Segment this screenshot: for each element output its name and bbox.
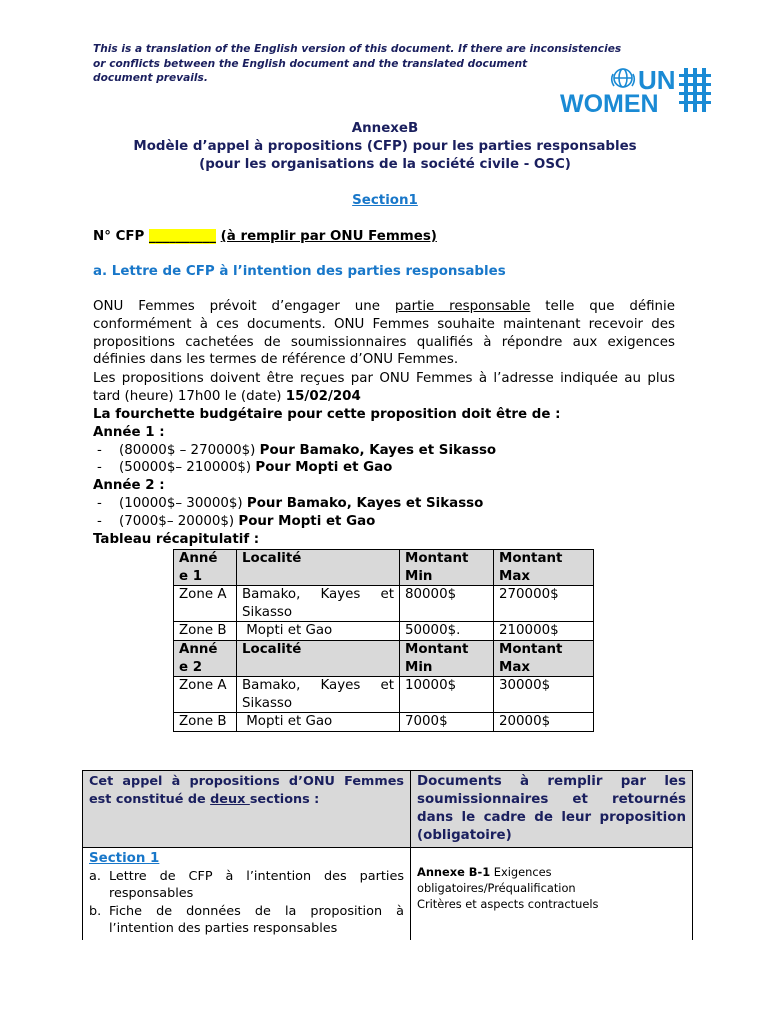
table-cell: Zone A: [174, 677, 237, 713]
sections-left-header: Cet appel à propositions d’ONU Femmes est constitué de deux sections :: [83, 771, 411, 848]
section-1-cell: [83, 848, 411, 940]
document-title: Modèle d’appel à propositions (CFP) pour les parties responsables: [133, 139, 637, 154]
annex-cell: Annexe B-1 Exigences obligatoires/Préqualification Critères et aspects contractuels: [411, 848, 693, 940]
intro-paragraph: [93, 298, 675, 369]
disclaimer-line-1: This is a translation of the English version of this document. If there are inconsistencies: [93, 43, 622, 55]
disclaimer-line-3: document prevails.: [93, 72, 208, 84]
table-cell: Anné e 2: [174, 640, 237, 676]
sections-right-header: Documents à remplir par les soumissionnaires et retournés dans le cadre de leur proposition (obligatoire): [411, 771, 693, 848]
table-header-row: [174, 550, 594, 586]
deadline-date: 15/02/204: [285, 388, 361, 404]
table-cell: Montant Max: [494, 550, 594, 586]
budget-section: [93, 406, 675, 548]
table-cell: 50000$.: [400, 622, 494, 641]
table-cell: Localité: [237, 550, 400, 586]
intro-text-2: telle que définie conformément à ces documents. ONU Femmes souhaite maintenant recevoir des propositions cachetées de soumissionnaires qualifiés à répondre aux exigences définies dans les termes de référence d’ONU Femmes.: [93, 299, 675, 368]
table-cell: 20000$: [494, 713, 594, 732]
table-cell: Anné e 1: [174, 550, 237, 586]
table-row: [174, 677, 594, 713]
intro-text-1: ONU Femmes prévoit d’engager une: [93, 299, 395, 314]
deadline-text: Les propositions doivent être reçues par ONU Femmes à l’adresse indiquée au plus tard (heure) 17h00 le (date): [93, 371, 675, 404]
sections-table: [82, 770, 693, 940]
cfp-label: N° CFP: [93, 229, 145, 244]
table-cell: Bamako, Kayes et Sikasso: [237, 677, 400, 713]
year-2-item: - (10000$– 30000$) Pour Bamako, Kayes et Sikasso: [97, 495, 484, 511]
recap-table: [173, 549, 594, 732]
table-header-row: [83, 771, 693, 848]
year-1-item: - (50000$– 210000$) Pour Mopti et Gao: [97, 460, 393, 476]
table-cell: Localité: [237, 640, 400, 676]
cfp-note: (à remplir par ONU Femmes): [220, 229, 437, 244]
table-cell: Montant Min: [400, 640, 494, 676]
un-women-logo: [560, 66, 730, 116]
heading-a: a. Lettre de CFP à l’intention des parties responsables: [93, 264, 506, 279]
section-1-label[interactable]: Section 1: [89, 851, 160, 866]
table-cell: Montant Min: [400, 550, 494, 586]
year-1-label: Année 1 :: [93, 424, 165, 440]
table-row: [174, 713, 594, 732]
deadline-paragraph: [93, 370, 675, 406]
year-2-label: Année 2 :: [93, 478, 165, 494]
table-cell: Bamako, Kayes et Sikasso: [237, 586, 400, 622]
un-women-emblem-icon: [560, 66, 730, 116]
table-cell: 30000$: [494, 677, 594, 713]
cfp-number-line: [93, 228, 675, 246]
table-row: [174, 586, 594, 622]
table-cell: Mopti et Gao: [237, 713, 400, 732]
section-1-link[interactable]: Section1: [352, 193, 418, 208]
table-row: [174, 622, 594, 641]
recap-title: Tableau récapitulatif :: [93, 531, 260, 547]
cfp-number-blank[interactable]: __________: [149, 229, 216, 244]
list-item: b. Fiche de données de la proposition à l’intention des parties responsables: [89, 903, 404, 937]
table-cell: 210000$: [494, 622, 594, 641]
annex-b1-label: Annexe B-1: [417, 865, 491, 879]
year-1-item: - (80000$ – 270000$) Pour Bamako, Kayes et Sikasso: [97, 442, 497, 458]
list-item: a. Lettre de CFP à l’intention des parties responsables: [89, 868, 404, 902]
table-cell: Zone B: [174, 713, 237, 732]
disclaimer-line-2: or conflicts between the English document and the translated document: [93, 57, 528, 70]
table-cell: 270000$: [494, 586, 594, 622]
table-cell: 80000$: [400, 586, 494, 622]
document-subtitle: (pour les organisations de la société civile - OSC): [199, 157, 571, 172]
table-header-row: [174, 640, 594, 676]
annex-label: AnnexeB: [351, 121, 419, 136]
year-2-item: - (7000$– 20000$) Pour Mopti et Gao: [97, 513, 376, 529]
annex-b1-criteria: Critères et aspects contractuels: [417, 897, 599, 911]
responsible-party-link[interactable]: partie responsable: [394, 299, 531, 314]
table-cell: Montant Max: [494, 640, 594, 676]
logo-women-text: WOMEN: [560, 90, 659, 116]
table-row: [83, 848, 693, 940]
table-cell: Mopti et Gao: [237, 622, 400, 641]
logo-un-text: UN: [638, 66, 676, 95]
table-cell: 10000$: [400, 677, 494, 713]
budget-heading: La fourchette budgétaire pour cette proposition doit être de :: [93, 407, 561, 422]
table-cell: Zone A: [174, 586, 237, 622]
table-cell: Zone B: [174, 622, 237, 641]
table-cell: 7000$: [400, 713, 494, 732]
